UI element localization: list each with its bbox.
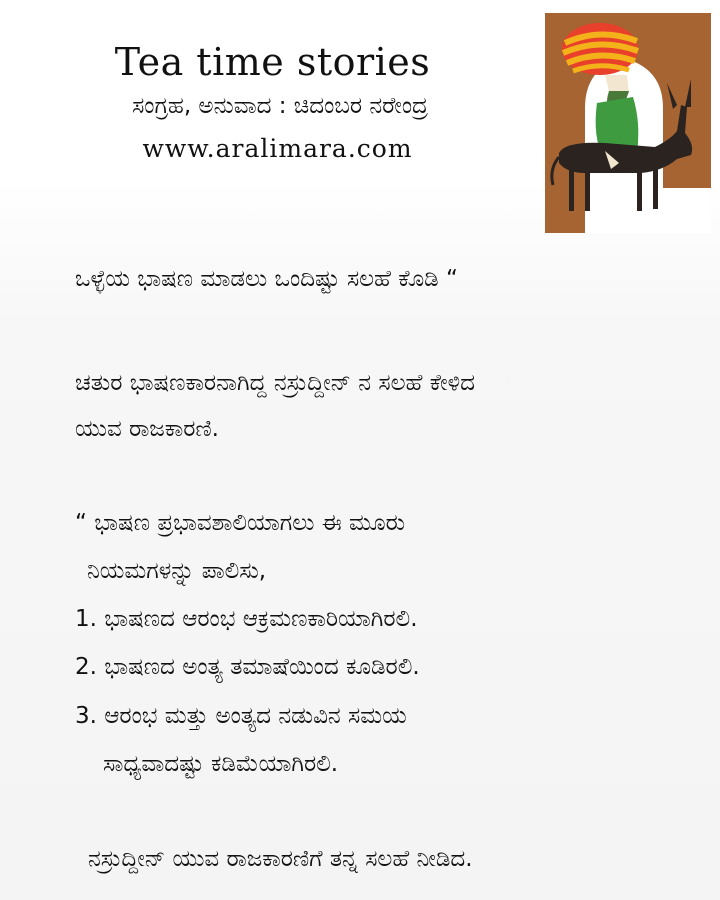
donkey-leg [569, 169, 574, 211]
rule-item-continuation: ಸಾಧ್ಯವಾದಷ್ಟು ಕಡಿಮೆಯಾಗಿರಲಿ. [103, 751, 339, 777]
story-context-line: ಯುವ ರಾಜಕಾರಣಿ. [75, 416, 219, 442]
page-subtitle: ಸಂಗ್ರಹ, ಅನುವಾದ : ಚಿದಂಬರ ನರೇಂದ್ರ [132, 93, 428, 119]
story-closing: ನಸ್ರುದ್ದೀನ್ ಯುವ ರಾಜಕಾರಣಿಗೆ ತನ್ನ ಸಲಹೆ ನೀಡಿದ. [88, 846, 473, 872]
turban-icon [562, 23, 638, 75]
illustration-drawing [545, 13, 711, 233]
website-url: www.aralimara.com [142, 134, 413, 163]
rule-item: 3. ಆರಂಭ ಮತ್ತು ಅಂತ್ಯದ ನಡುವಿನ ಸಮಯ [75, 703, 407, 729]
page-title: Tea time stories [114, 40, 431, 84]
nasruddin-on-donkey-illustration [545, 13, 711, 233]
advice-intro: “ ಭಾಷಣ ಪ್ರಭಾವಶಾಲಿಯಾಗಲು ಈ ಮೂರು [75, 510, 406, 536]
donkey-leg [637, 169, 642, 211]
rule-item: 2. ಭಾಷಣದ ಅಂತ್ಯ ತಮಾಷೆಯಿಂದ ಕೂಡಿರಲಿ. [75, 654, 420, 680]
donkey-ear [667, 83, 677, 109]
donkey-ear [685, 79, 691, 107]
rule-item: 1. ಭಾಷಣದ ಆರಂಭ ಆಕ್ರಮಣಕಾರಿಯಾಗಿರಲಿ. [75, 606, 418, 632]
donkey-leg [653, 169, 658, 209]
story-context-line: ಚತುರ ಭಾಷಣಕಾರನಾಗಿದ್ದ ನಸ್ರುದ್ದೀನ್ ನ ಸಲಹೆ ಕೇಳಿದ [75, 370, 475, 396]
advice-intro: ನಿಯಮಗಳನ್ನು ಪಾಲಿಸು, [87, 558, 267, 584]
donkey-tail [552, 157, 559, 185]
story-request: ಒಳ್ಳೆಯ ಭಾಷಣ ಮಾಡಲು ಒಂದಿಷ್ಟು ಸಲಹೆ ಕೊಡಿ “ [75, 266, 458, 292]
donkey-leg [585, 169, 590, 211]
